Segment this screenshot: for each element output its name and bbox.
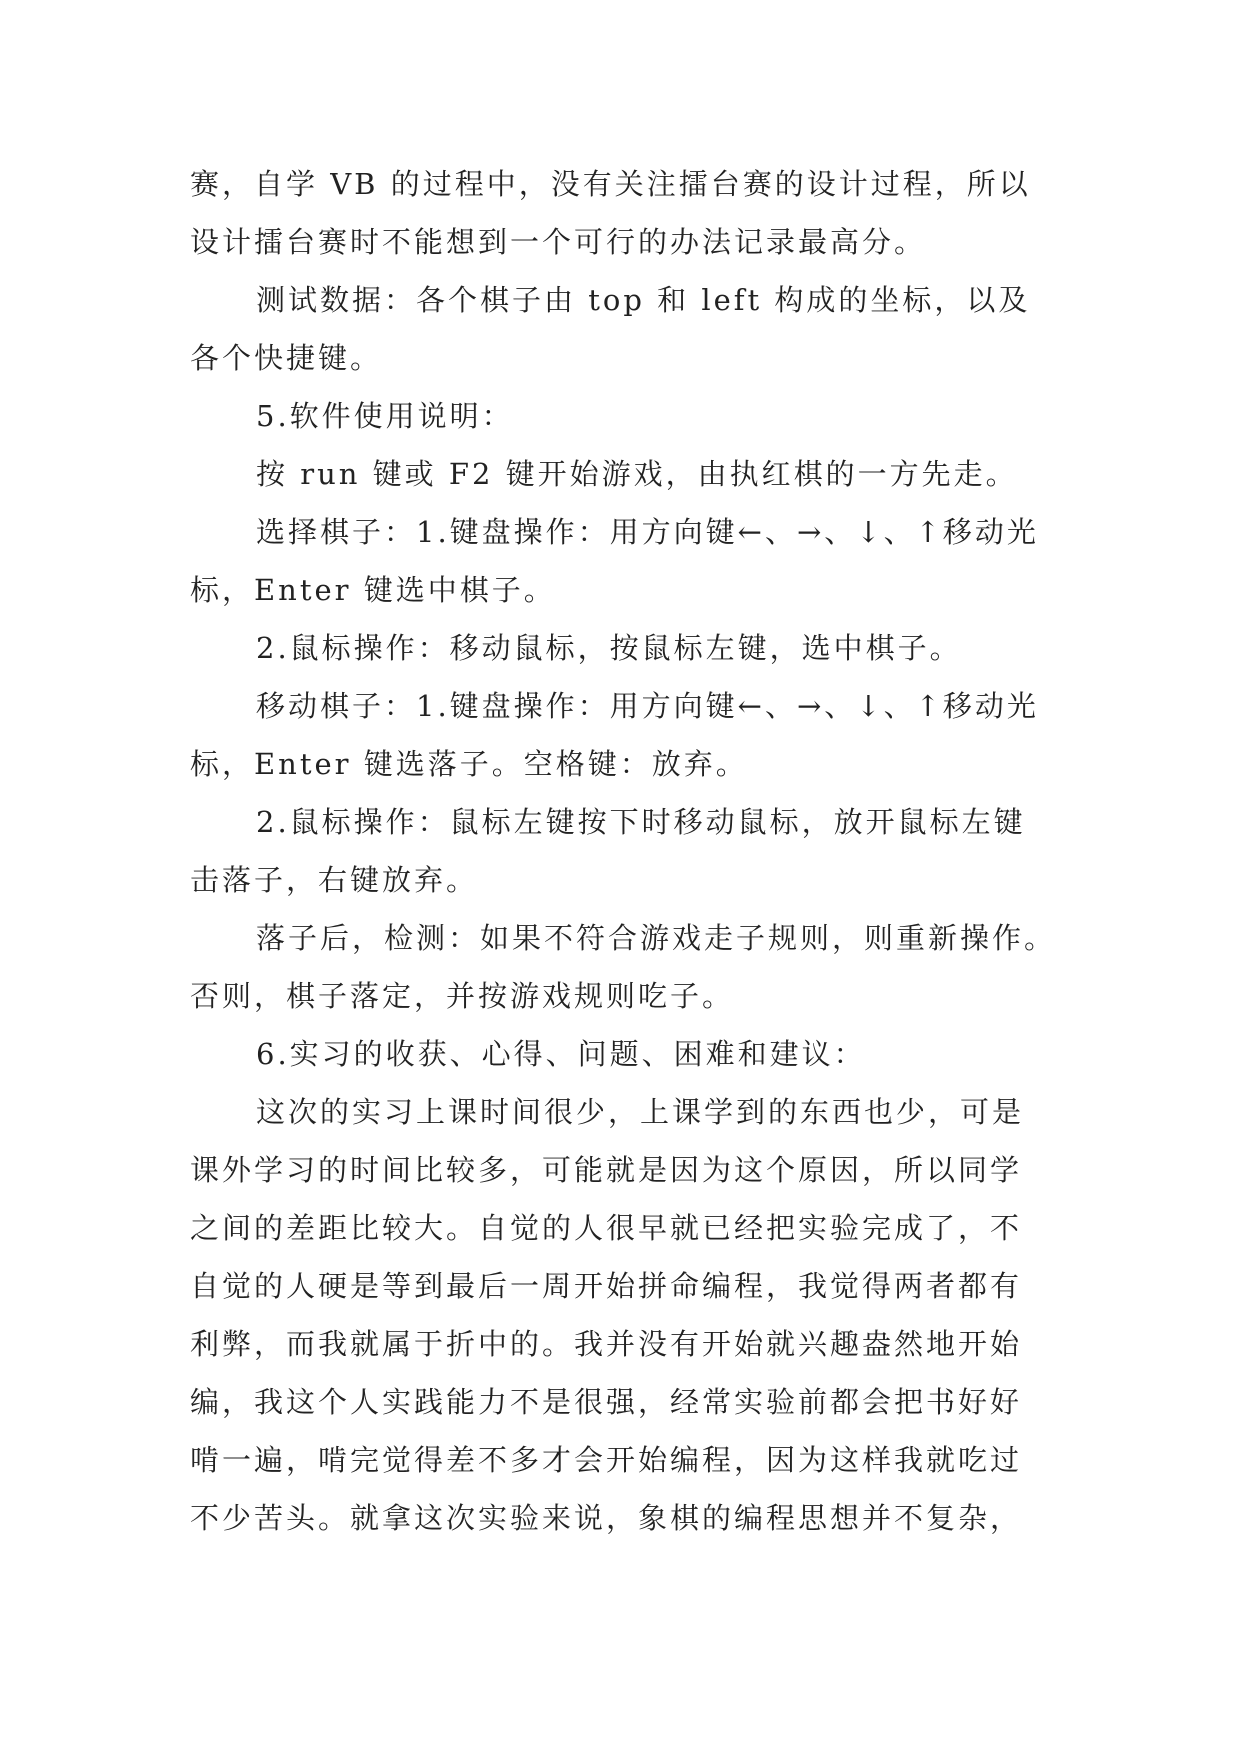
text-line: 编，我这个人实践能力不是很强，经常实验前都会把书好好 [190,1385,1023,1419]
text-line: 各个快捷键。 [190,341,383,375]
text-line: 设计擂台赛时不能想到一个可行的办法记录最高分。 [190,225,927,259]
text-line: 不少苦头。就拿这次实验来说，象棋的编程思想并不复杂， [190,1501,1023,1535]
text-line: 否则，棋子落定，并按游戏规则吃子。 [190,979,735,1013]
text-line: 2.鼠标操作：鼠标左键按下时移动鼠标，放开鼠标左键 [256,805,1026,839]
body-text [190,155,1060,1547]
text-line: 之间的差距比较大。自觉的人很早就已经把实验完成了，不 [190,1211,1023,1245]
text-line: 标，Enter 键选中棋子。 [190,573,556,607]
text-line: 测试数据：各个棋子由 top 和 left 构成的坐标，以及 [256,283,1031,317]
text-line: 啃一遍，啃完觉得差不多才会开始编程，因为这样我就吃过 [190,1443,1023,1477]
text-line: 利弊，而我就属于折中的。我并没有开始就兴趣盎然地开始 [190,1327,1023,1361]
text-line: 6.实习的收获、心得、问题、困难和建议： [256,1037,866,1071]
text-line: 移动棋子：1.键盘操作：用方向键←、→、↓、↑移动光 [256,689,1039,723]
text-line: 赛，自学 VB 的过程中，没有关注擂台赛的设计过程，所以 [190,167,1031,201]
text-line: 击落子，右键放弃。 [190,863,479,897]
text-line: 自觉的人硬是等到最后一周开始拼命编程，我觉得两者都有 [190,1269,1023,1303]
text-line: 按 run 键或 F2 键开始游戏，由执红棋的一方先走。 [256,457,1018,491]
text-line: 这次的实习上课时间很少，上课学到的东西也少，可是 [256,1095,1025,1129]
text-line: 课外学习的时间比较多，可能就是因为这个原因，所以同学 [190,1153,1023,1187]
text-line: 落子后，检测：如果不符合游戏走子规则，则重新操作。 [256,921,1057,955]
text-line: 标，Enter 键选落子。空格键：放弃。 [190,747,748,781]
text-line: 2.鼠标操作：移动鼠标，按鼠标左键，选中棋子。 [256,631,962,665]
text-line: 5.软件使用说明： [256,399,514,433]
text-line: 选择棋子：1.键盘操作：用方向键←、→、↓、↑移动光 [256,515,1039,549]
